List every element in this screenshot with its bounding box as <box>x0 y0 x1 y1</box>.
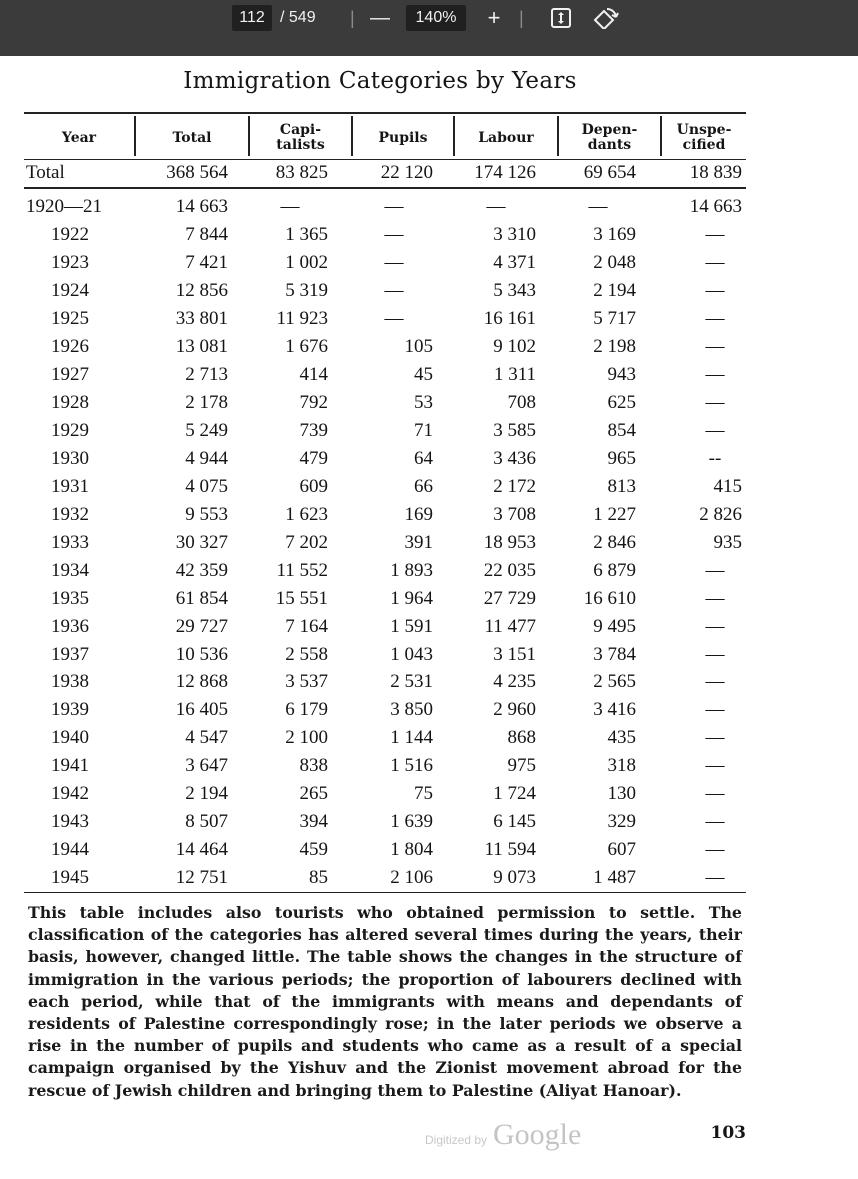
labour-cell: 27 729 <box>483 588 536 609</box>
capitalists-cell: 265 <box>299 783 328 804</box>
dependants-cell: 130 <box>607 783 636 804</box>
capitalists-cell: 1 676 <box>285 336 328 357</box>
labour-cell: 3 310 <box>493 224 536 245</box>
pupils-cell: 1 893 <box>390 560 433 581</box>
pupils-cell: 64 <box>414 448 433 469</box>
year-cell: 1932 <box>51 504 89 525</box>
total-cell: 5 249 <box>185 420 228 441</box>
pupils-cell: — <box>384 308 404 329</box>
pupils-cell: 1 964 <box>390 588 433 609</box>
dependants-cell: 965 <box>607 448 636 469</box>
unspecified-cell: — <box>705 364 725 385</box>
capitalists-cell: 15 551 <box>275 588 328 609</box>
pupils-cell: 1 639 <box>390 811 433 832</box>
pupils-cell: — <box>384 280 404 301</box>
fit-page-icon[interactable] <box>550 5 572 31</box>
dependants-cell: 5 717 <box>593 308 636 329</box>
labour-cell: 4 235 <box>493 671 536 692</box>
labour-cell: 11 477 <box>484 616 536 637</box>
year-cell: 1922 <box>51 224 89 245</box>
dependants-cell: 1 227 <box>593 504 636 525</box>
dependants-cell: 2 194 <box>593 280 636 301</box>
capitalists-cell: 1 365 <box>285 224 328 245</box>
capitalists-cell: 609 <box>299 476 328 497</box>
year-cell: 1941 <box>51 755 89 776</box>
unspecified-cell: — <box>705 336 725 357</box>
total-cell: 10 536 <box>175 644 228 665</box>
zoom-out-button[interactable]: — <box>370 7 390 29</box>
unspecified-cell: — <box>705 699 725 720</box>
year-cell: 1934 <box>51 560 89 581</box>
header-unspecified: Unspe- cified <box>676 122 732 153</box>
total-cell: 9 553 <box>185 504 228 525</box>
labour-cell: 975 <box>507 755 536 776</box>
unspecified-cell: — <box>705 671 725 692</box>
capitalists-cell: 792 <box>299 392 328 413</box>
pupils-cell: 1 516 <box>390 755 433 776</box>
dependants-cell: 2 565 <box>593 671 636 692</box>
header-dependants: Depen- dants <box>581 122 638 153</box>
year-cell: 1938 <box>51 671 89 692</box>
dependants-cell: 9 495 <box>593 616 636 637</box>
table-bottom-rule <box>24 892 746 893</box>
dependants-cell: — <box>588 196 608 217</box>
unspecified-cell: — <box>705 783 725 804</box>
page-number: 103 <box>710 1123 746 1143</box>
capitalists-cell: 739 <box>299 420 328 441</box>
pupils-cell: — <box>384 224 404 245</box>
total-cell: 12 856 <box>175 280 228 301</box>
unspecified-cell: — <box>705 616 725 637</box>
capitalists-cell: 85 <box>309 867 328 888</box>
total-cell: 8 507 <box>185 811 228 832</box>
labour-cell: 1 311 <box>493 364 536 385</box>
labour-cell: 2 172 <box>493 476 536 497</box>
pupils-cell: 1 591 <box>390 616 433 637</box>
total-cell: 14 663 <box>175 196 228 217</box>
year-cell: 1944 <box>51 839 89 860</box>
year-cell: 1929 <box>51 420 89 441</box>
year-cell: 1928 <box>51 392 89 413</box>
pupils-cell: 75 <box>414 783 433 804</box>
total-cell: 4 944 <box>185 448 228 469</box>
capitalists-cell: 2 100 <box>285 727 328 748</box>
year-cell: 1933 <box>51 532 89 553</box>
unspecified-cell: 14 663 <box>689 196 742 217</box>
labour-cell: 1 724 <box>493 783 536 804</box>
pupils-cell: 71 <box>414 420 433 441</box>
dependants-cell: 6 879 <box>593 560 636 581</box>
unspecified-cell: 415 <box>713 476 742 497</box>
pupils-cell: 105 <box>404 336 433 357</box>
total-cell: 61 854 <box>175 588 228 609</box>
pupils-cell: 169 <box>404 504 433 525</box>
capitalists-cell: 838 <box>299 755 328 776</box>
total-cell: 368 564 <box>166 162 228 183</box>
labour-cell: 3 585 <box>493 420 536 441</box>
labour-cell: 3 436 <box>493 448 536 469</box>
total-rule <box>24 187 746 189</box>
rotate-icon[interactable] <box>593 5 615 31</box>
total-cell: 16 405 <box>175 699 228 720</box>
pupils-cell: 1 144 <box>390 727 433 748</box>
total-cell: 2 178 <box>185 392 228 413</box>
capitalists-cell: 11 552 <box>276 560 328 581</box>
pupils-cell: 391 <box>404 532 433 553</box>
unspecified-cell: — <box>705 252 725 273</box>
capitalists-cell: 1 002 <box>285 252 328 273</box>
dependants-cell: 2 048 <box>593 252 636 273</box>
pupils-cell: 2 531 <box>390 671 433 692</box>
capitalists-cell: 7 164 <box>285 616 328 637</box>
labour-cell: 708 <box>507 392 536 413</box>
capitalists-cell: 11 923 <box>276 308 328 329</box>
pupils-cell: — <box>384 252 404 273</box>
header-labour: Labour <box>478 129 534 146</box>
capitalists-cell: 6 179 <box>285 699 328 720</box>
year-cell: 1920—21 <box>26 196 102 217</box>
labour-cell: — <box>486 196 506 217</box>
dependants-cell: 69 654 <box>583 162 636 183</box>
total-cell: 2 713 <box>185 364 228 385</box>
pupils-cell: 1 043 <box>390 644 433 665</box>
capitalists-cell: 5 319 <box>285 280 328 301</box>
dependants-cell: 943 <box>607 364 636 385</box>
year-cell: 1936 <box>51 616 89 637</box>
pupils-cell: 66 <box>414 476 433 497</box>
unspecified-cell: — <box>705 755 725 776</box>
labour-cell: 9 102 <box>493 336 536 357</box>
total-cell: 30 327 <box>175 532 228 553</box>
total-cell: 42 359 <box>175 560 228 581</box>
year-cell: 1939 <box>51 699 89 720</box>
labour-cell: 4 371 <box>493 252 536 273</box>
table-footnote: This table includes also tourists who obtained permission to settle. The classification of the categories has altered several times during the years, their basis, however, changed little. The table shows the changes in the structure of immigration in the various periods; the proportion of labourers declined with each period, while that of the immigrants with means and dependants of residents of Palestine correspondingly rose; in the later periods we observe a rise in the number of pupils and students who came as a result of a special campaign organised by the Yishuv and the Zionist movement abroad for the rescue of Jewish children and bringing them to Palestine (Aliyat Hanoar). <box>28 903 742 1100</box>
unspecified-cell: 935 <box>713 532 742 553</box>
unspecified-cell: — <box>705 560 725 581</box>
toolbar-divider: | <box>350 8 355 28</box>
unspecified-cell: — <box>705 308 725 329</box>
dependants-cell: 3 416 <box>593 699 636 720</box>
year-cell: 1924 <box>51 280 89 301</box>
year-cell: 1927 <box>51 364 89 385</box>
capitalists-cell: 83 825 <box>275 162 328 183</box>
year-cell: 1930 <box>51 448 89 469</box>
zoom-in-button[interactable]: + <box>487 5 501 30</box>
labour-cell: 3 151 <box>493 644 536 665</box>
document-page <box>0 56 858 1179</box>
unspecified-cell: 2 826 <box>699 504 742 525</box>
dependants-cell: 318 <box>607 755 636 776</box>
unspecified-cell: — <box>705 839 725 860</box>
dependants-cell: 2 198 <box>593 336 636 357</box>
capitalists-cell: 459 <box>299 839 328 860</box>
total-cell: 13 081 <box>175 336 228 357</box>
pupils-cell: — <box>384 196 404 217</box>
header-year: Year <box>61 129 97 146</box>
pupils-cell: 22 120 <box>380 162 433 183</box>
header-capitalists: Capi- talists <box>276 122 325 153</box>
labour-cell: 3 708 <box>493 504 536 525</box>
unspecified-cell: — <box>705 224 725 245</box>
header-total: Total <box>172 129 212 146</box>
unspecified-cell: — <box>705 867 725 888</box>
dependants-cell: 2 846 <box>593 532 636 553</box>
year-cell: 1931 <box>51 476 89 497</box>
year-cell: 1923 <box>51 252 89 273</box>
unspecified-cell: — <box>705 727 725 748</box>
dependants-cell: 625 <box>607 392 636 413</box>
unspecified-cell: — <box>705 644 725 665</box>
labour-cell: 6 145 <box>493 811 536 832</box>
unspecified-cell: — <box>705 420 725 441</box>
year-cell: Total <box>26 162 65 183</box>
year-cell: 1935 <box>51 588 89 609</box>
year-cell: 1937 <box>51 644 89 665</box>
total-cell: 14 464 <box>175 839 228 860</box>
dependants-cell: 1 487 <box>593 867 636 888</box>
labour-cell: 11 594 <box>484 839 536 860</box>
labour-cell: 22 035 <box>483 560 536 581</box>
total-cell: 29 727 <box>175 616 228 637</box>
zoom-level-display[interactable]: 140% <box>406 5 466 31</box>
total-cell: 2 194 <box>185 783 228 804</box>
dependants-cell: 854 <box>607 420 636 441</box>
capitalists-cell: 3 537 <box>285 671 328 692</box>
unspecified-cell: — <box>705 588 725 609</box>
capitalists-cell: 394 <box>299 811 328 832</box>
google-watermark: Google <box>493 1118 582 1151</box>
dependants-cell: 16 610 <box>583 588 636 609</box>
labour-cell: 174 126 <box>474 162 536 183</box>
year-cell: 1943 <box>51 811 89 832</box>
labour-cell: 16 161 <box>483 308 536 329</box>
total-cell: 7 844 <box>185 224 228 245</box>
capitalists-cell: 414 <box>299 364 328 385</box>
year-cell: 1942 <box>51 783 89 804</box>
year-cell: 1940 <box>51 727 89 748</box>
capitalists-cell: 2 558 <box>285 644 328 665</box>
year-cell: 1945 <box>51 867 89 888</box>
total-cell: 3 647 <box>185 755 228 776</box>
dependants-cell: 813 <box>607 476 636 497</box>
pupils-cell: 45 <box>414 364 433 385</box>
dependants-cell: 329 <box>607 811 636 832</box>
capitalists-cell: 1 623 <box>285 504 328 525</box>
total-cell: 12 868 <box>175 671 228 692</box>
labour-cell: 18 953 <box>483 532 536 553</box>
page-number-input[interactable]: 112 <box>232 5 272 31</box>
dependants-cell: 3 169 <box>593 224 636 245</box>
labour-cell: 2 960 <box>493 699 536 720</box>
digitized-by-label: Digitized by <box>425 1133 488 1147</box>
dependants-cell: 607 <box>607 839 636 860</box>
header-pupils: Pupils <box>378 129 428 146</box>
pdf-viewer-toolbar <box>0 0 858 56</box>
total-cell: 12 751 <box>175 867 228 888</box>
total-cell: 4 547 <box>185 727 228 748</box>
capitalists-cell: 7 202 <box>285 532 328 553</box>
total-cell: 4 075 <box>185 476 228 497</box>
year-cell: 1925 <box>51 308 89 329</box>
pupils-cell: 53 <box>414 392 433 413</box>
page-count-label: / 549 <box>280 9 316 26</box>
capitalists-cell: 479 <box>299 448 328 469</box>
total-cell: 7 421 <box>185 252 228 273</box>
labour-cell: 9 073 <box>493 867 536 888</box>
unspecified-cell: — <box>705 392 725 413</box>
pupils-cell: 3 850 <box>390 699 433 720</box>
unspecified-cell: — <box>705 280 725 301</box>
dependants-cell: 3 784 <box>593 644 636 665</box>
unspecified-cell: 18 839 <box>689 162 742 183</box>
capitalists-cell: — <box>280 196 300 217</box>
labour-cell: 5 343 <box>493 280 536 301</box>
pupils-cell: 1 804 <box>390 839 433 860</box>
unspecified-cell: — <box>705 811 725 832</box>
pupils-cell: 2 106 <box>390 867 433 888</box>
toolbar-divider: | <box>519 8 524 28</box>
table-top-rule <box>24 112 746 114</box>
dependants-cell: 435 <box>607 727 636 748</box>
labour-cell: 868 <box>507 727 536 748</box>
unspecified-cell: -- <box>708 448 722 469</box>
year-cell: 1926 <box>51 336 89 357</box>
total-cell: 33 801 <box>175 308 228 329</box>
table-title: Immigration Categories by Years <box>183 68 577 94</box>
